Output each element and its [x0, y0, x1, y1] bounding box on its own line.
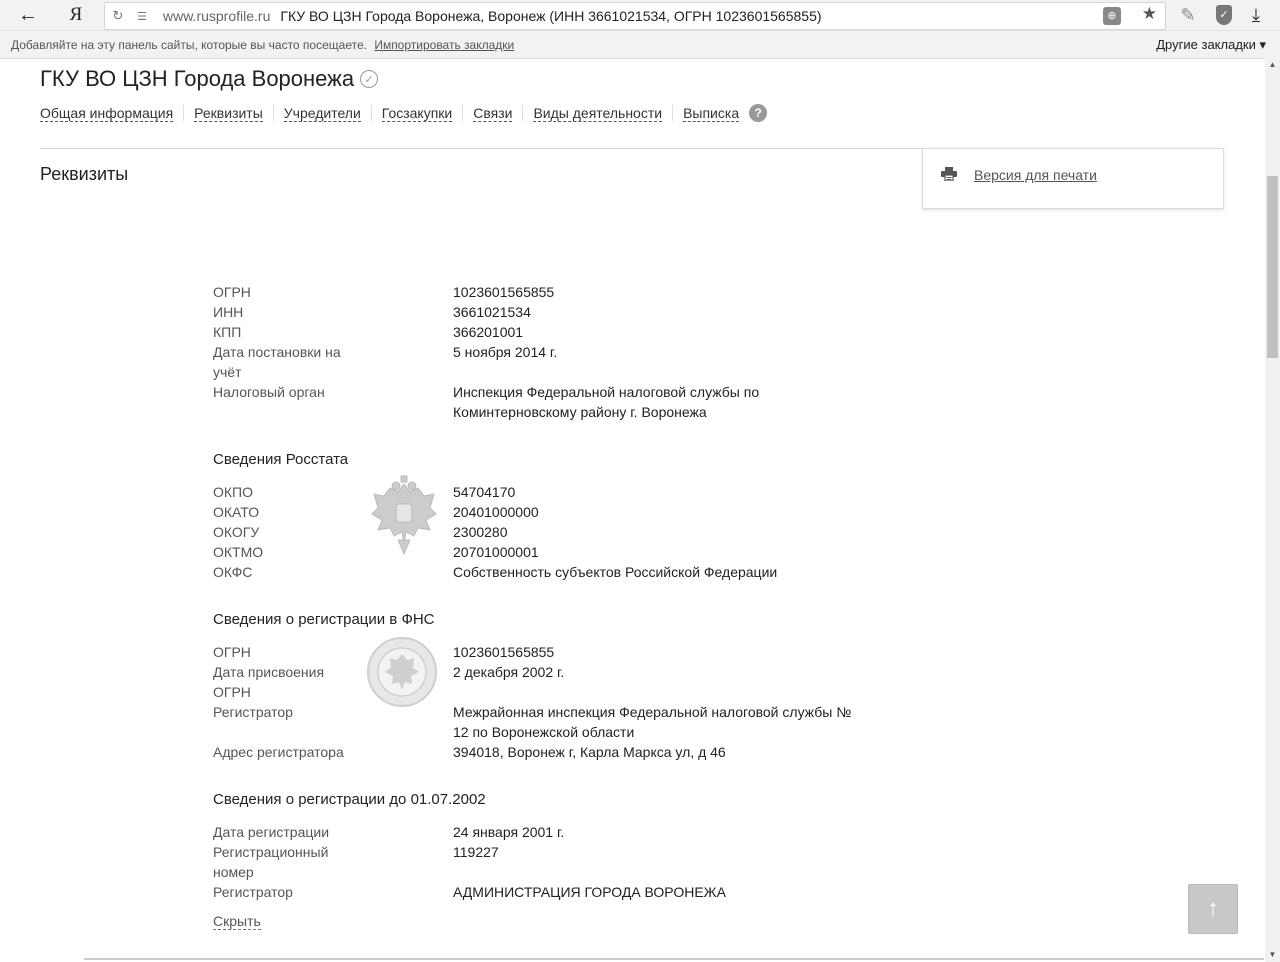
- yandex-logo-icon: Я: [69, 4, 83, 25]
- info-row: [213, 282, 893, 302]
- scroll-up-icon[interactable]: ▲: [1268, 60, 1277, 69]
- bookmarks-hint: Добавляйте на эту панель сайты, которые вы часто посещаете. Импортировать закладки: [11, 38, 515, 52]
- info-row: [213, 842, 893, 882]
- row-value: Межрайонная инспекция Федеральной налоговой службы № 12 по Воронежской области: [453, 704, 852, 740]
- other-bookmarks-menu[interactable]: Другие закладки ▾: [1156, 37, 1266, 52]
- help-icon[interactable]: ?: [749, 104, 767, 122]
- row-label: ОКПО: [213, 484, 253, 500]
- tab-founders[interactable]: Учредители: [283, 104, 361, 121]
- import-bookmarks-link[interactable]: Импортировать закладки: [374, 38, 515, 52]
- row-value: 394018, Воронеж г, Карла Маркса ул, д 46: [453, 744, 726, 760]
- tab-connections[interactable]: Связи: [473, 104, 513, 121]
- row-label: КПП: [213, 324, 242, 340]
- tab-separator: [183, 105, 184, 121]
- fns-info: [213, 642, 893, 762]
- tab-extract[interactable]: Выписка: [683, 104, 740, 121]
- row-value: АДМИНИСТРАЦИЯ ГОРОДА ВОРОНЕЖА: [453, 884, 726, 900]
- coat-of-arms-icon: [368, 474, 440, 558]
- arrow-up-icon: ↑: [1207, 895, 1219, 922]
- row-label: Налоговый орган: [213, 384, 325, 400]
- header-divider: [40, 148, 924, 149]
- info-row: [213, 742, 893, 762]
- back-arrow-icon: ←: [18, 3, 38, 26]
- pen-icon: ✎: [1180, 4, 1196, 25]
- row-label: ОГРН: [213, 284, 251, 300]
- tab-general-info[interactable]: Общая информация: [40, 104, 174, 121]
- reload-icon[interactable]: ↻: [112, 8, 124, 23]
- tab-activities[interactable]: Виды деятельности: [533, 104, 663, 121]
- info-row: [213, 562, 893, 582]
- row-label: Дата присвоения ОГРН: [213, 664, 325, 700]
- row-value: 366201001: [453, 324, 524, 340]
- yandex-logo-button[interactable]: [62, 0, 90, 30]
- row-label: Регистратор: [213, 884, 293, 900]
- address-page-title: ГКУ ВО ЦЗН Города Воронежа, Воронеж (ИНН 3661021534, ОГРН 1023601565855): [280, 8, 822, 24]
- row-label: Регистрационный номер: [213, 844, 329, 880]
- requisites-content: [213, 282, 893, 931]
- row-label: ИНН: [213, 304, 244, 320]
- info-row: [213, 322, 893, 342]
- row-label: Дата регистрации: [213, 824, 330, 840]
- horizontal-scroll-rule: [84, 958, 1264, 960]
- row-label: Регистратор: [213, 704, 293, 720]
- scrollbar-thumb[interactable]: [1267, 176, 1278, 358]
- printer-icon: [941, 167, 957, 181]
- row-value: 24 января 2001 г.: [453, 824, 565, 840]
- scroll-down-icon[interactable]: ▼: [1268, 950, 1277, 959]
- row-value: 1023601565855: [453, 644, 555, 660]
- info-row: [213, 882, 893, 902]
- scroll-to-top-button[interactable]: [1188, 884, 1238, 934]
- translate-icon[interactable]: ⊕: [1103, 7, 1121, 25]
- row-value: 3661021534: [453, 304, 531, 320]
- row-label: ОГРН: [213, 644, 251, 660]
- tab-procurement[interactable]: Госзакупки: [381, 104, 453, 121]
- row-label: Адрес регистратора: [213, 744, 344, 760]
- info-row: [213, 542, 893, 562]
- bookmark-star-icon[interactable]: ★: [1141, 4, 1157, 23]
- row-value: 54704170: [453, 484, 516, 500]
- info-row: [213, 702, 893, 742]
- page-scrollbar[interactable]: [1265, 58, 1280, 962]
- address-domain: www.rusprofile.ru: [163, 8, 271, 24]
- pen-button[interactable]: [1174, 0, 1202, 30]
- tab-requisites[interactable]: Реквизиты: [194, 104, 263, 121]
- row-value: Инспекция Федеральной налоговой службы по Коминтерновскому району г. Воронежа: [453, 384, 760, 420]
- company-name: ГКУ ВО ЦЗН Города Воронежа: [40, 66, 355, 91]
- shield-icon: ✓: [1216, 5, 1232, 25]
- pre2002-heading: Сведения о регистрации до 01.07.2002: [213, 791, 486, 808]
- info-row: [213, 382, 893, 422]
- print-version-link[interactable]: Версия для печати: [974, 167, 1097, 183]
- tab-separator: [672, 105, 673, 121]
- download-icon: ⤓: [1252, 4, 1260, 25]
- print-card: [922, 148, 1224, 209]
- tab-separator: [522, 105, 523, 121]
- row-label: ОКФС: [213, 564, 253, 580]
- tab-separator: [371, 105, 372, 121]
- company-title: [40, 66, 378, 92]
- verified-check-icon: ✓: [360, 70, 378, 88]
- tab-separator: [462, 105, 463, 121]
- section-tabs: [40, 104, 767, 122]
- row-label: ОКАТО: [213, 504, 260, 520]
- row-value: Собственность субъектов Российской Федерации: [453, 564, 778, 580]
- tab-separator: [273, 105, 274, 121]
- info-row: [213, 342, 893, 382]
- bookmarks-bar: [0, 31, 1280, 59]
- info-row: [213, 822, 893, 842]
- row-value: 2300280: [453, 524, 508, 540]
- row-label: ОКОГУ: [213, 524, 260, 540]
- reader-mode-icon[interactable]: ☰: [137, 10, 147, 23]
- row-value: 2 декабря 2002 г.: [453, 664, 565, 680]
- row-value: 20401000000: [453, 504, 539, 520]
- row-label: ОКТМО: [213, 544, 264, 560]
- info-row: [213, 302, 893, 322]
- address-bar[interactable]: [104, 2, 1166, 30]
- row-value: 5 ноября 2014 г.: [453, 344, 558, 360]
- section-heading: Реквизиты: [40, 164, 129, 184]
- row-label: Дата постановки на учёт: [213, 344, 341, 380]
- info-row: [213, 502, 893, 522]
- tax-info: [213, 282, 893, 422]
- back-button[interactable]: [12, 0, 44, 30]
- info-row: [213, 642, 893, 662]
- row-value: 1023601565855: [453, 284, 555, 300]
- fns-seal-icon: [366, 636, 438, 708]
- pre2002-info: [213, 822, 893, 902]
- rosstat-heading: Сведения Росстата: [213, 451, 349, 468]
- downloads-button[interactable]: [1242, 0, 1270, 30]
- info-row: [213, 522, 893, 542]
- info-row: [213, 482, 893, 502]
- row-value: 20701000001: [453, 544, 539, 560]
- info-row: [213, 662, 893, 702]
- hide-link[interactable]: Скрыть: [213, 913, 261, 929]
- protect-button[interactable]: [1210, 0, 1238, 30]
- rosstat-info: [213, 482, 893, 582]
- browser-toolbar: [0, 0, 1280, 31]
- row-value: 119227: [453, 844, 499, 860]
- fns-heading: Сведения о регистрации в ФНС: [213, 611, 435, 628]
